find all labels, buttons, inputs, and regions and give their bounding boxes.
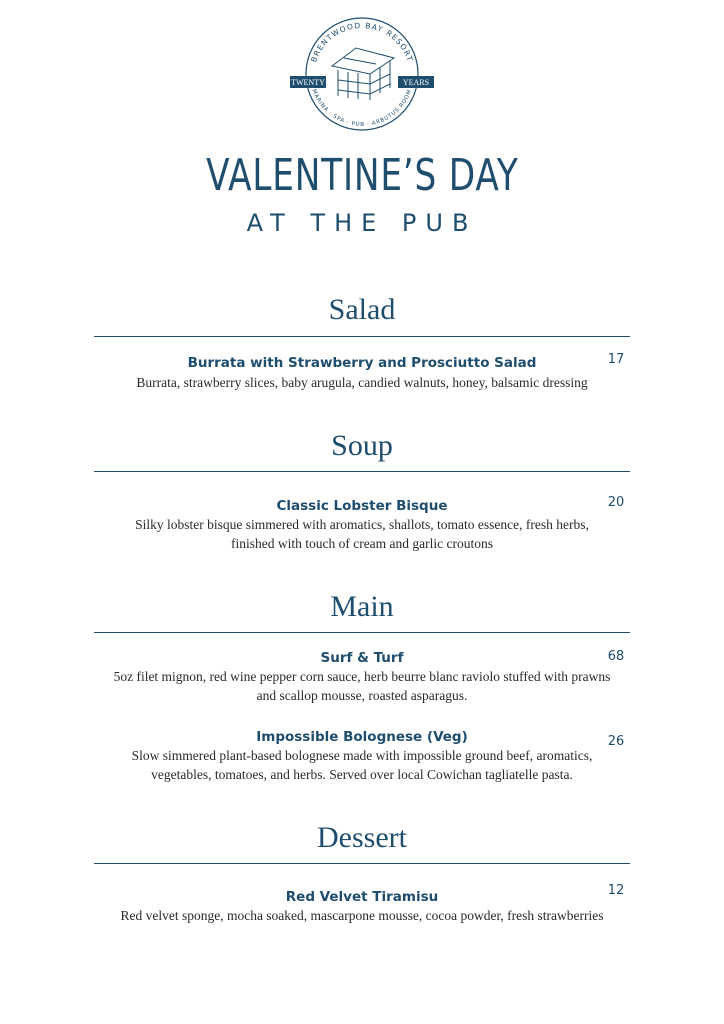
menu-item-description [84, 515, 640, 553]
menu-item-description [84, 373, 640, 392]
description-line: Red velvet sponge, mocha soaked, mascarpone mousse, cocoa powder, fresh strawberries [120, 908, 604, 923]
page-title: VALENTINE’S DAY [205, 150, 519, 201]
menu-item-description [84, 667, 640, 705]
section-title-main: Main [330, 590, 394, 623]
menu-item-name: Surf & Turf [320, 650, 404, 666]
logo-lower-arc: MARINA · SPA · PUB · ARBUTUS ROOM [310, 88, 414, 129]
section-title-dessert: Dessert [317, 821, 407, 854]
logo-ribbon-left: TWENTY [291, 78, 325, 87]
logo-outer-ring [306, 18, 418, 130]
section-divider [94, 471, 630, 472]
description-line: and scallop mousse, roasted asparagus. [256, 688, 468, 703]
section-divider [94, 336, 630, 337]
menu-item-name: Classic Lobster Bisque [276, 498, 448, 514]
description-line: Silky lobster bisque simmered with aromatics, shallots, tomato essence, fresh herbs, [135, 517, 589, 532]
menu-item-name: Red Velvet Tiramisu [285, 889, 439, 905]
description-line: Burrata, strawberry slices, baby arugula, candied walnuts, honey, balsamic dressing [136, 375, 588, 390]
logo-brand-arc: BRENTWOOD BAY RESORT [309, 20, 415, 64]
section-title-soup: Soup [331, 429, 393, 462]
building-icon [332, 48, 394, 100]
logo-ribbon-right: YEARS [402, 78, 430, 87]
section-title-salad: Salad [328, 293, 396, 326]
menu-item-price: 12 [607, 883, 625, 898]
menu-item-description [84, 746, 640, 784]
description-line: Slow simmered plant-based bolognese made with impossible ground beef, aromatics, [131, 748, 593, 763]
menu-item-price: 17 [607, 352, 625, 367]
description-line: finished with touch of cream and garlic croutons [230, 536, 494, 551]
menu-item-price: 20 [607, 495, 625, 510]
description-line: vegetables, tomatoes, and herbs. Served over local Cowichan tagliatelle pasta. [151, 767, 573, 782]
menu-item-name: Impossible Bolognese (Veg) [256, 729, 468, 745]
resort-logo [286, 14, 438, 134]
menu-item-name: Burrata with Strawberry and Prosciutto Salad [187, 355, 537, 371]
menu-item-price: 68 [607, 649, 625, 664]
description-line: 5oz filet mignon, red wine pepper corn sauce, herb beurre blanc raviolo stuffed with prawns [113, 669, 611, 684]
section-divider [94, 632, 630, 633]
section-divider [94, 863, 630, 864]
page-subtitle: AT THE PUB [246, 209, 478, 237]
menu-item-description [84, 906, 640, 925]
menu-item-price: 26 [607, 734, 625, 749]
